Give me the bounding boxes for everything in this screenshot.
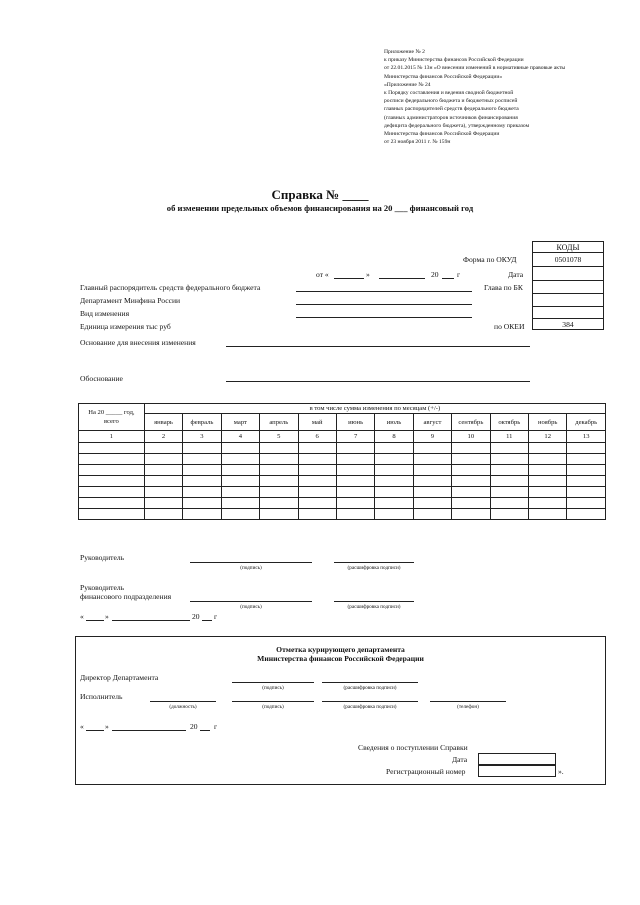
table-cell[interactable] — [183, 498, 221, 509]
col-number: 5 — [260, 431, 298, 443]
head-signature-line[interactable] — [190, 562, 312, 563]
director-signature-line[interactable] — [232, 682, 314, 683]
executor-position-caption: (должность) — [169, 704, 197, 710]
table-cell[interactable] — [298, 509, 336, 520]
table-cell[interactable] — [452, 498, 490, 509]
table-row — [79, 509, 606, 520]
head-signature-caption: (подпись) — [240, 565, 262, 571]
table-cell[interactable] — [221, 487, 259, 498]
table-cell[interactable] — [413, 509, 451, 520]
table-cell[interactable] — [452, 487, 490, 498]
col-number: 12 — [529, 431, 567, 443]
table-cell[interactable] — [221, 498, 259, 509]
table-cell[interactable] — [336, 443, 374, 454]
table-cell[interactable] — [260, 443, 298, 454]
table-cell[interactable] — [490, 476, 528, 487]
table-cell[interactable] — [413, 454, 451, 465]
quote-end: ». — [558, 767, 564, 776]
table-cell[interactable] — [413, 487, 451, 498]
table-cell[interactable] — [529, 454, 567, 465]
month-header: май — [298, 414, 336, 431]
col-number: 7 — [336, 431, 374, 443]
receipt-date-field[interactable] — [478, 753, 556, 765]
table-cell[interactable] — [375, 498, 413, 509]
appendix-line: к приказу Министерства финансов Российской Федерации — [384, 57, 524, 64]
table-cell[interactable] — [567, 509, 606, 520]
date-year: 20 — [431, 270, 439, 279]
head-label: Руководитель — [80, 553, 125, 562]
executor-signature-line[interactable] — [232, 701, 314, 702]
month-header: ноябрь — [529, 414, 567, 431]
table-cell[interactable] — [567, 476, 606, 487]
okud-label: Форма по ОКУД — [463, 255, 517, 264]
month-header: декабрь — [567, 414, 606, 431]
table-cell[interactable] — [490, 465, 528, 476]
table-cell[interactable] — [490, 509, 528, 520]
page-title: Справка № ____ — [271, 187, 369, 202]
table-cell[interactable] — [260, 476, 298, 487]
head-decoding-line[interactable] — [334, 562, 414, 563]
col-number: 10 — [452, 431, 490, 443]
col-number: 4 — [221, 431, 259, 443]
table-cell[interactable] — [183, 476, 221, 487]
date-from: от « — [316, 270, 329, 279]
table-cell[interactable] — [413, 476, 451, 487]
justification-line[interactable] — [226, 381, 530, 382]
total-header-line2: всего — [103, 418, 119, 425]
table-cell[interactable] — [260, 454, 298, 465]
fin-head-label-2: финансового подразделения — [80, 592, 172, 601]
table-cell[interactable] — [221, 476, 259, 487]
table-cell[interactable] — [298, 465, 336, 476]
receipt-date-label: Дата — [452, 755, 468, 764]
department-box-title-1: Отметка курирующего департамента — [276, 645, 405, 654]
table-cell[interactable] — [452, 454, 490, 465]
table-cell[interactable] — [144, 465, 182, 476]
date-g: г — [457, 270, 461, 279]
table-cell[interactable] — [144, 476, 182, 487]
table-cell[interactable] — [298, 476, 336, 487]
department-line[interactable] — [296, 304, 472, 305]
table-row — [79, 443, 606, 454]
table-cell[interactable] — [490, 443, 528, 454]
fin-head-label-1: Руководитель — [80, 583, 125, 592]
table-row — [79, 454, 606, 465]
unit-label: Единица измерения тыс руб — [80, 322, 171, 331]
appendix-line: дефицита федерального бюджета), утвержденному приказом — [384, 122, 530, 129]
table-row — [79, 487, 606, 498]
executor-label: Исполнитель — [80, 692, 123, 701]
table-cell[interactable] — [567, 454, 606, 465]
executor-phone-caption: (телефон) — [457, 704, 479, 710]
table-header-row — [79, 404, 606, 414]
okud-value: 0501078 — [554, 255, 582, 264]
table-cell[interactable] — [144, 509, 182, 520]
table-cell[interactable] — [79, 487, 145, 498]
table-cell[interactable] — [452, 476, 490, 487]
group-header: в том числе сумма изменения по месяцам (+/-) — [144, 404, 605, 414]
appendix-note — [384, 48, 604, 146]
appendix-line: к Порядку составления и ведения сводной бюджетной — [384, 90, 514, 97]
col-number: 13 — [567, 431, 606, 443]
table-cell[interactable] — [336, 476, 374, 487]
table-cell[interactable] — [221, 454, 259, 465]
table-cell[interactable] — [144, 487, 182, 498]
month-header: август — [413, 414, 451, 431]
months-row — [79, 414, 606, 431]
okei-label: по ОКЕИ — [494, 322, 525, 331]
table-cell[interactable] — [336, 509, 374, 520]
executor-decoding-caption: (расшифровка подписи) — [343, 704, 397, 710]
table-cell[interactable] — [490, 487, 528, 498]
box-date-g: г — [214, 722, 218, 731]
table-cell[interactable] — [529, 509, 567, 520]
table-cell[interactable] — [183, 454, 221, 465]
col-number: 3 — [183, 431, 221, 443]
justification-label: Обоснование — [80, 374, 123, 383]
change-type-label: Вид изменения — [80, 309, 130, 318]
director-decoding-caption: (расшифровка подписи) — [343, 685, 397, 691]
month-header: апрель — [260, 414, 298, 431]
executor-position-line[interactable] — [150, 701, 216, 702]
table-cell[interactable] — [298, 498, 336, 509]
table-cell[interactable] — [221, 509, 259, 520]
total-header-line1: На 20 _____ год, — [88, 409, 135, 416]
month-header: февраль — [183, 414, 221, 431]
table-cell[interactable] — [260, 509, 298, 520]
table-row — [79, 498, 606, 509]
month-header: октябрь — [490, 414, 528, 431]
table-cell[interactable] — [144, 454, 182, 465]
table-cell[interactable] — [183, 509, 221, 520]
date-close-quote: » — [366, 270, 370, 279]
col-number: 2 — [144, 431, 182, 443]
department-box-title-2: Министерства финансов Российской Федерации — [257, 654, 424, 663]
fin-head-decoding-caption: (расшифровка подписи) — [347, 604, 401, 610]
table-cell[interactable] — [567, 487, 606, 498]
executor-signature-caption: (подпись) — [262, 704, 284, 710]
distributor-line[interactable] — [296, 291, 472, 292]
okei-value: 384 — [562, 320, 574, 329]
sig-date-close: » — [105, 612, 109, 621]
changes-table — [78, 403, 606, 520]
table-cell[interactable] — [375, 509, 413, 520]
table-cell[interactable] — [221, 465, 259, 476]
table-cell[interactable] — [144, 443, 182, 454]
table-cell[interactable] — [79, 465, 145, 476]
appendix-line: «Приложение № 24 — [384, 81, 431, 88]
basis-line[interactable] — [226, 346, 530, 347]
table-cell[interactable] — [298, 487, 336, 498]
appendix-line: от 23 ноября 2011 г. № 159н — [384, 139, 451, 146]
table-cell[interactable] — [298, 454, 336, 465]
table-cell[interactable] — [567, 498, 606, 509]
month-header: январь — [144, 414, 182, 431]
table-cell[interactable] — [79, 509, 145, 520]
change-type-line[interactable] — [296, 317, 472, 318]
table-cell[interactable] — [413, 498, 451, 509]
col-number: 8 — [375, 431, 413, 443]
table-cell[interactable] — [79, 454, 145, 465]
appendix-line: Министерства финансов Российской Федерации — [384, 131, 500, 138]
sig-date-year: 20 — [192, 612, 200, 621]
total-header — [79, 404, 145, 431]
table-cell[interactable] — [375, 443, 413, 454]
table-cell[interactable] — [79, 498, 145, 509]
table-cell[interactable] — [260, 465, 298, 476]
receipt-reg-label: Регистрационный номер — [386, 767, 466, 776]
table-cell[interactable] — [221, 443, 259, 454]
appendix-line: Приложение № 2 — [384, 49, 425, 55]
table-cell[interactable] — [452, 509, 490, 520]
month-header: сентябрь — [452, 414, 490, 431]
date-label: Дата — [508, 270, 524, 279]
table-cell[interactable] — [490, 498, 528, 509]
table-cell[interactable] — [452, 443, 490, 454]
box-date-close: » — [105, 722, 109, 731]
department-label: Департамент Минфина России — [80, 296, 181, 305]
receipt-title: Сведения о поступлении Справки — [358, 743, 468, 752]
table-cell[interactable] — [375, 487, 413, 498]
table-cell[interactable] — [336, 465, 374, 476]
appendix-line: (главных администраторов источников финансирования — [384, 114, 518, 121]
box-date-year: 20 — [190, 722, 198, 731]
month-header: июль — [375, 414, 413, 431]
table-cell[interactable] — [567, 443, 606, 454]
col-number: 11 — [490, 431, 528, 443]
director-signature-caption: (подпись) — [262, 685, 284, 691]
table-cell[interactable] — [529, 465, 567, 476]
table-row — [79, 465, 606, 476]
table-cell[interactable] — [375, 476, 413, 487]
table-cell[interactable] — [567, 465, 606, 476]
fin-head-signature-caption: (подпись) — [240, 604, 262, 610]
col-number: 9 — [413, 431, 451, 443]
table-cell[interactable] — [298, 443, 336, 454]
col-number: 6 — [298, 431, 336, 443]
codes-header-label: КОДЫ — [556, 243, 580, 252]
table-cell[interactable] — [529, 476, 567, 487]
director-decoding-line[interactable] — [322, 682, 418, 683]
appendix-line: от 22.01.2015 № 13н «О внесении изменений в нормативные правовые акты — [384, 65, 566, 72]
executor-decoding-line[interactable] — [322, 701, 418, 702]
table-cell[interactable] — [452, 465, 490, 476]
table-cell[interactable] — [529, 443, 567, 454]
sig-date-g: г — [214, 612, 218, 621]
receipt-reg-field[interactable] — [478, 765, 556, 777]
table-cell[interactable] — [260, 487, 298, 498]
table-cell[interactable] — [413, 443, 451, 454]
appendix-line: росписи федерального бюджета и бюджетных росписей — [384, 98, 518, 105]
table-cell[interactable] — [144, 498, 182, 509]
head-decoding-caption: (расшифровка подписи) — [347, 565, 401, 571]
director-label: Директор Департамента — [80, 673, 159, 682]
table-cell[interactable] — [529, 498, 567, 509]
appendix-line: главных распорядителей средств федерального бюджета — [384, 106, 519, 113]
basis-label: Основание для внесения изменения — [80, 338, 196, 347]
month-header: июнь — [336, 414, 374, 431]
distributor-label: Главный распорядитель средств федерального бюджета — [80, 283, 261, 292]
month-header: март — [221, 414, 259, 431]
table-cell[interactable] — [336, 487, 374, 498]
table-cell[interactable] — [79, 443, 145, 454]
table-cell[interactable] — [260, 498, 298, 509]
table-cell[interactable] — [336, 498, 374, 509]
numbers-row — [79, 431, 606, 443]
table-cell[interactable] — [336, 454, 374, 465]
table-cell[interactable] — [375, 465, 413, 476]
box-date-open: « — [80, 722, 84, 731]
col-number: 1 — [79, 431, 145, 443]
fin-head-decoding-line[interactable] — [334, 601, 414, 602]
table-cell[interactable] — [413, 465, 451, 476]
table-cell[interactable] — [529, 487, 567, 498]
fin-head-signature-line[interactable] — [190, 601, 312, 602]
sig-date-open: « — [80, 612, 84, 621]
table-cell[interactable] — [375, 454, 413, 465]
appendix-line: Министерства финансов Российской Федерации» — [384, 73, 503, 80]
executor-phone-line[interactable] — [430, 701, 506, 702]
page-subtitle: об изменении предельных объемов финансирования на 20 ___ финансовый год — [166, 203, 474, 213]
table-cell[interactable] — [183, 487, 221, 498]
table-cell[interactable] — [79, 476, 145, 487]
table-row — [79, 476, 606, 487]
table-cell[interactable] — [183, 465, 221, 476]
bk-label: Глава по БК — [484, 283, 523, 292]
table-cell[interactable] — [183, 443, 221, 454]
table-cell[interactable] — [490, 454, 528, 465]
